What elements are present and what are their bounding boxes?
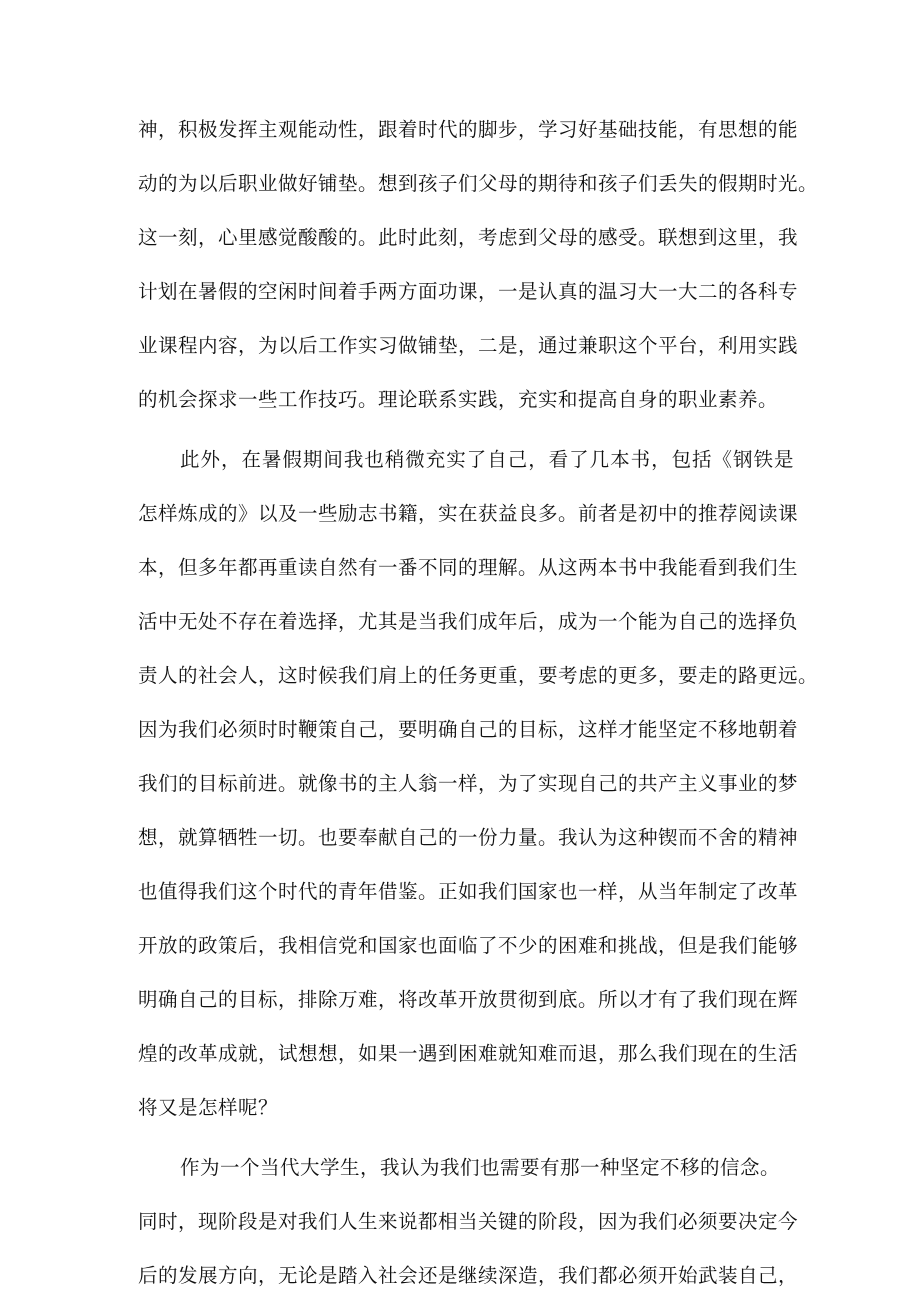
paragraph-line: 作为一个当代大学生，我认为我们也需要有那一种坚定不移的信念。 [180,1156,781,1179]
paragraph-line: 开放的政策后，我相信党和国家也面临了不少的困难和挑战，但是我们能够 [138,934,799,957]
paragraph-line: 煌的改革成就，试想想，如果一遇到困难就知难而退，那么我们现在的生活 [138,1042,799,1065]
paragraph-line: 业课程内容，为以后工作实习做铺垫，二是，通过兼职这个平台，利用实践 [138,334,799,357]
paragraph-line: 动的为以后职业做好铺垫。想到孩子们父母的期待和孩子们丢失的假期时光。 [138,172,819,195]
paragraph-line: 因为我们必须时时鞭策自己，要明确自己的目标，这样才能坚定不移地朝着 [138,718,799,741]
paragraph-line: 的机会探求一些工作技巧。理论联系实践，充实和提高自身的职业素养。 [138,388,779,411]
paragraph-line: 我们的目标前进。就像书的主人翁一样，为了实现自己的共产主义事业的梦 [138,772,799,795]
paragraph-line: 也值得我们这个时代的青年借鉴。正如我们国家也一样，从当年制定了改革 [138,880,799,903]
paragraph-line: 神，积极发挥主观能动性，跟着时代的脚步，学习好基础技能，有思想的能 [138,118,799,141]
paragraph-line: 责人的社会人，这时候我们肩上的任务更重，要考虑的更多，要走的路更远。 [138,664,819,687]
paragraph-line: 此外，在暑假期间我也稍微充实了自己，看了几本书，包括《钢铁是 [180,448,794,471]
paragraph-line: 将又是怎样呢？ [138,1096,279,1119]
paragraph-line: 活中无处不存在着选择，尤其是当我们成年后，成为一个能为自己的选择负 [138,610,799,633]
paragraph-line: 怎样炼成的》以及一些励志书籍，实在获益良多。前者是初中的推荐阅读课 [138,502,799,525]
paragraph-line: 同时，现阶段是对我们人生来说都相当关键的阶段，因为我们必须要决定今 [138,1210,799,1233]
paragraph-line: 明确自己的目标，排除万难，将改革开放贯彻到底。所以才有了我们现在辉 [138,988,799,1011]
paragraph-line: 后的发展方向，无论是踏入社会还是继续深造，我们都必须开始武装自己， [138,1264,799,1287]
paragraph-line: 想，就算牺牲一切。也要奉献自己的一份力量。我认为这种锲而不舍的精神 [138,826,799,849]
paragraph-line: 本，但多年都再重读自然有一番不同的理解。从这两本书中我能看到我们生 [138,556,799,579]
paragraph-line: 这一刻，心里感觉酸酸的。此时此刻，考虑到父母的感受。联想到这里，我 [138,226,799,249]
paragraph-line: 计划在暑假的空闲时间着手两方面功课，一是认真的温习大一大二的各科专 [138,280,799,303]
